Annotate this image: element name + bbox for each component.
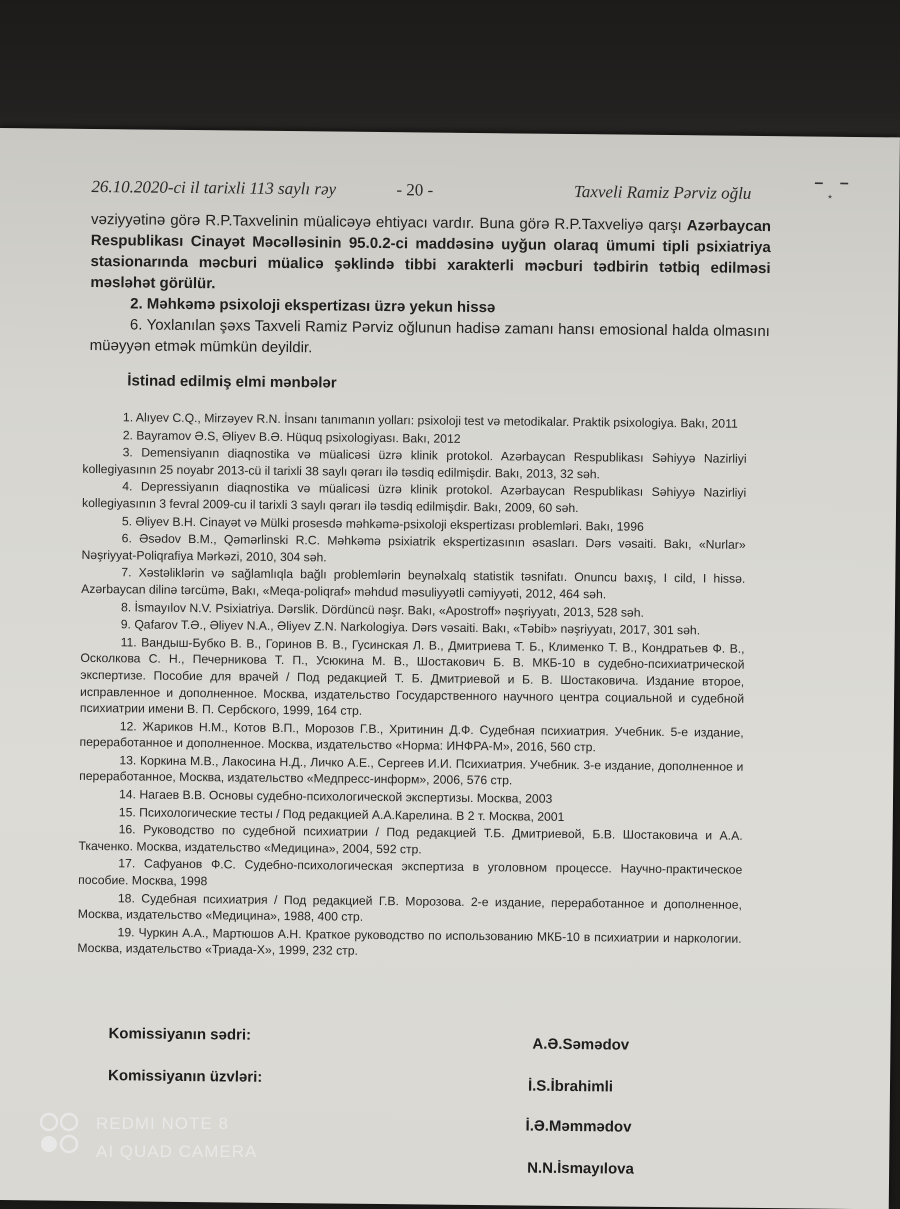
members-label: Komissiyanın üzvləri: bbox=[107, 1067, 263, 1086]
paragraph-6: 6. Yoxlanılan şəxs Taxveli Ramiz Pərviz oğlunun hadisə zamanı hansı emosional halda olmasını müəyyən etmək mümkün deyildir. bbox=[89, 316, 770, 357]
page-header bbox=[91, 177, 751, 208]
reference-item: 7. Xəstəliklərin və sağlamlıqla bağlı problemlərin beynəlxalq statistik təsnifatı. Onuncu baxış, I cild, I hissə. Azərbaycan dilinə tərcümə, Bakı, «Meqa-poliqraf» məhdud məsuliyyətli cəmiyyəti, 2012, 464 səh. bbox=[81, 565, 746, 602]
member-name-2: İ.Ə.Məmmədov bbox=[525, 1117, 632, 1136]
reference-item: 18. Судебная психиатрия / Под редакцией Г.В. Морозова. 2-е издание, переработанное и дополненное, Москва, издательство «Медицина», 1988, 400 стр. bbox=[77, 890, 742, 925]
document-page bbox=[0, 128, 900, 1209]
header-report-date: 26.10.2020-ci il tarixli 113 saylı rəy bbox=[91, 176, 337, 199]
camera-logo-icon bbox=[38, 1110, 84, 1168]
reference-item: 2. Bayramov Ə.S, Əliyev B.Ə. Hüquq psixologiyası. Bakı, 2012 bbox=[122, 427, 461, 446]
references-title: İstinad edilmiş elmi mənbələr bbox=[127, 372, 337, 392]
reference-item: 5. Əliyev B.H. Cinayət və Mülki prosesdə məhkəmə-psixoloji ekspertizası problemləri. Bakı, 1996 bbox=[121, 513, 644, 534]
header-subject-name: Taxveli Ramiz Pərviz oğlu bbox=[573, 182, 752, 203]
paragraph-treatment-normal: vəziyyətinə görə R.P.Taxvelinin müalicəyə ehtiyacı vardır. Buna görə R.P.Taxveliyə qarşı bbox=[90, 210, 687, 235]
chair-name: A.Ə.Səmədov bbox=[532, 1035, 630, 1054]
reference-item: 1. Alıyev C.Q., Mirzəyev R.N. İnsanı tanımanın yolları: psixoloji test və metodikalar. Praktik psixologiya. Bakı, 2011 bbox=[122, 410, 738, 431]
paragraph-treatment bbox=[90, 209, 771, 300]
reference-item: 12. Жариков Н.М., Котов В.П., Морозов Г.В., Хритинин Д.Ф. Судебная психиатрия. Учебник. 5-е издание, переработанное и дополненное. Москва, издательство «Норма: ИНФРА-М», 2016, 560 стр. bbox=[79, 718, 744, 755]
reference-item: 16. Руководство по судебной психиатрии / Под редакцией Т.Б. Дмитриевой, Б.В. Шостаковича и А.А. Ткаченко. Москва, издательство «Медицина», 2004, 592 стр. bbox=[78, 822, 743, 857]
edge-marks: – – bbox=[814, 174, 855, 192]
references-list bbox=[77, 409, 747, 965]
reference-item: 4. Depressiyanın diaqnostika və müalicəsi üzrə klinik protokol. Azərbaycan Respublikası Səhiyyə Nazirliyi kollegiyasının 3 fevral 2009-cu il tarixli 3 saylı qərarı ilə təsdiq edilmişdir. Bakı, 2009, 60 səh. bbox=[82, 479, 747, 516]
header-page-number: - 20 - bbox=[396, 180, 434, 200]
watermark-camera: AI QUAD CAMERA bbox=[96, 1142, 258, 1161]
reference-item: 9. Qafarov T.Ə., Əliyev N.A., Əliyev Z.N. Narkologiya. Dərs vəsaiti. Bakı, «Təbib» nəşriyyatı, 2017, 301 səh. bbox=[120, 617, 701, 638]
edge-dot: ٭ bbox=[827, 191, 833, 203]
chair-label: Komissiyanın sədri: bbox=[108, 1025, 252, 1044]
reference-item: 6. Əsədov B.M., Qəmərlinski R.C. Məhkəmə psixiatrik ekspertizasının əsasları. Dərs vəsaiti. Bakı, «Nurlar» Nəşriyyat-Poliqrafiya Mərkəzi, 2010, 304 səh. bbox=[81, 531, 746, 565]
member-name-1: İ.S.İbrahimli bbox=[527, 1077, 614, 1096]
watermark-text bbox=[96, 1110, 257, 1166]
reference-item: 11. Вандыш-Бубко В. В., Горинов В. В., Гусинская Л. В., Дмитриева Т. Б., Клименко Т. В., Кондратьев Ф. В., Осколкова С. Н., Печерникова Т. П., Усюкина М. В., Шостакович Б. В. МКБ-10 в судебно-психиатрической экспертизе. Пособие для врачей / Под редакцией Т. Б. Дмитриевой и Б. В. Шостаковича. Издание второе, исправленное и дополненное. Москва, издательство Государственного научного центра социальной и судебной психиатрии имени В. П. Сербского, 1999, 164 стр. bbox=[79, 635, 745, 718]
reference-item: 13. Коркина М.В., Лакосина Н.Д., Личко А.Е., Сергеев И.И. Психиатрия. Учебник. 3-е издание, дополненное и переработанное, Москва, издательство «Медпресс-информ», 2006, 576 стр. bbox=[79, 753, 744, 788]
reference-item: 3. Demensiyanın diaqnostika və müalicəsi üzrə klinik protokol. Azərbaycan Respublikası Səhiyyə Nazirliyi kollegiyasının 25 noyabr 2013-cü il tarixli 38 saylı qərarı ilə təsdiq edilmişdir. Bakı, 2013, 32 səh. bbox=[82, 445, 747, 482]
section-2-title: 2. Məhkəmə psixoloji ekspertizası üzrə yekun hissə bbox=[130, 295, 496, 317]
dark-background bbox=[0, 0, 900, 140]
reference-item: 8. İsmayılov N.V. Psixiatriya. Dərslik. Dördüncü nəşr. Bakı, «Apostroff» nəşriyyatı, 2013, 528 səh. bbox=[120, 599, 645, 620]
conclusion-text bbox=[90, 209, 772, 363]
reference-item: 19. Чуркин А.А., Мартюшов А.Н. Краткое руководство по использованию МКБ-10 в психиатрии и наркологии. Москва, издательство «Триада-Х», 1999, 232 стр. bbox=[77, 925, 742, 959]
reference-item: 17. Сафуанов Ф.С. Судебно-психологическая экспертиза в уголовном процессе. Научно-практическое пособие. Москва, 1998 bbox=[78, 856, 743, 889]
paragraph-treatment-bold: Azərbaycan Respublikası Cinayət Məcəlləsinin 95.0.2-ci maddəsinə uyğun olaraq ümumi tipli psixiatriya stasionarında məcburi müalicə şəklində tibbi xarakterli məcburi tədbirin tətbiq edilməsi məsləhət görülür. bbox=[90, 217, 772, 293]
reference-item: 15. Психологические тесты / Под редакцией А.А.Карелина. В 2 т. Москва, 2001 bbox=[118, 804, 565, 824]
reference-item: 14. Нагаев В.В. Основы судебно-психологической экспертизы. Москва, 2003 bbox=[118, 787, 553, 806]
member-name-3: N.N.İsmayılova bbox=[527, 1159, 634, 1178]
watermark-model: REDMI NOTE 8 bbox=[96, 1114, 229, 1133]
